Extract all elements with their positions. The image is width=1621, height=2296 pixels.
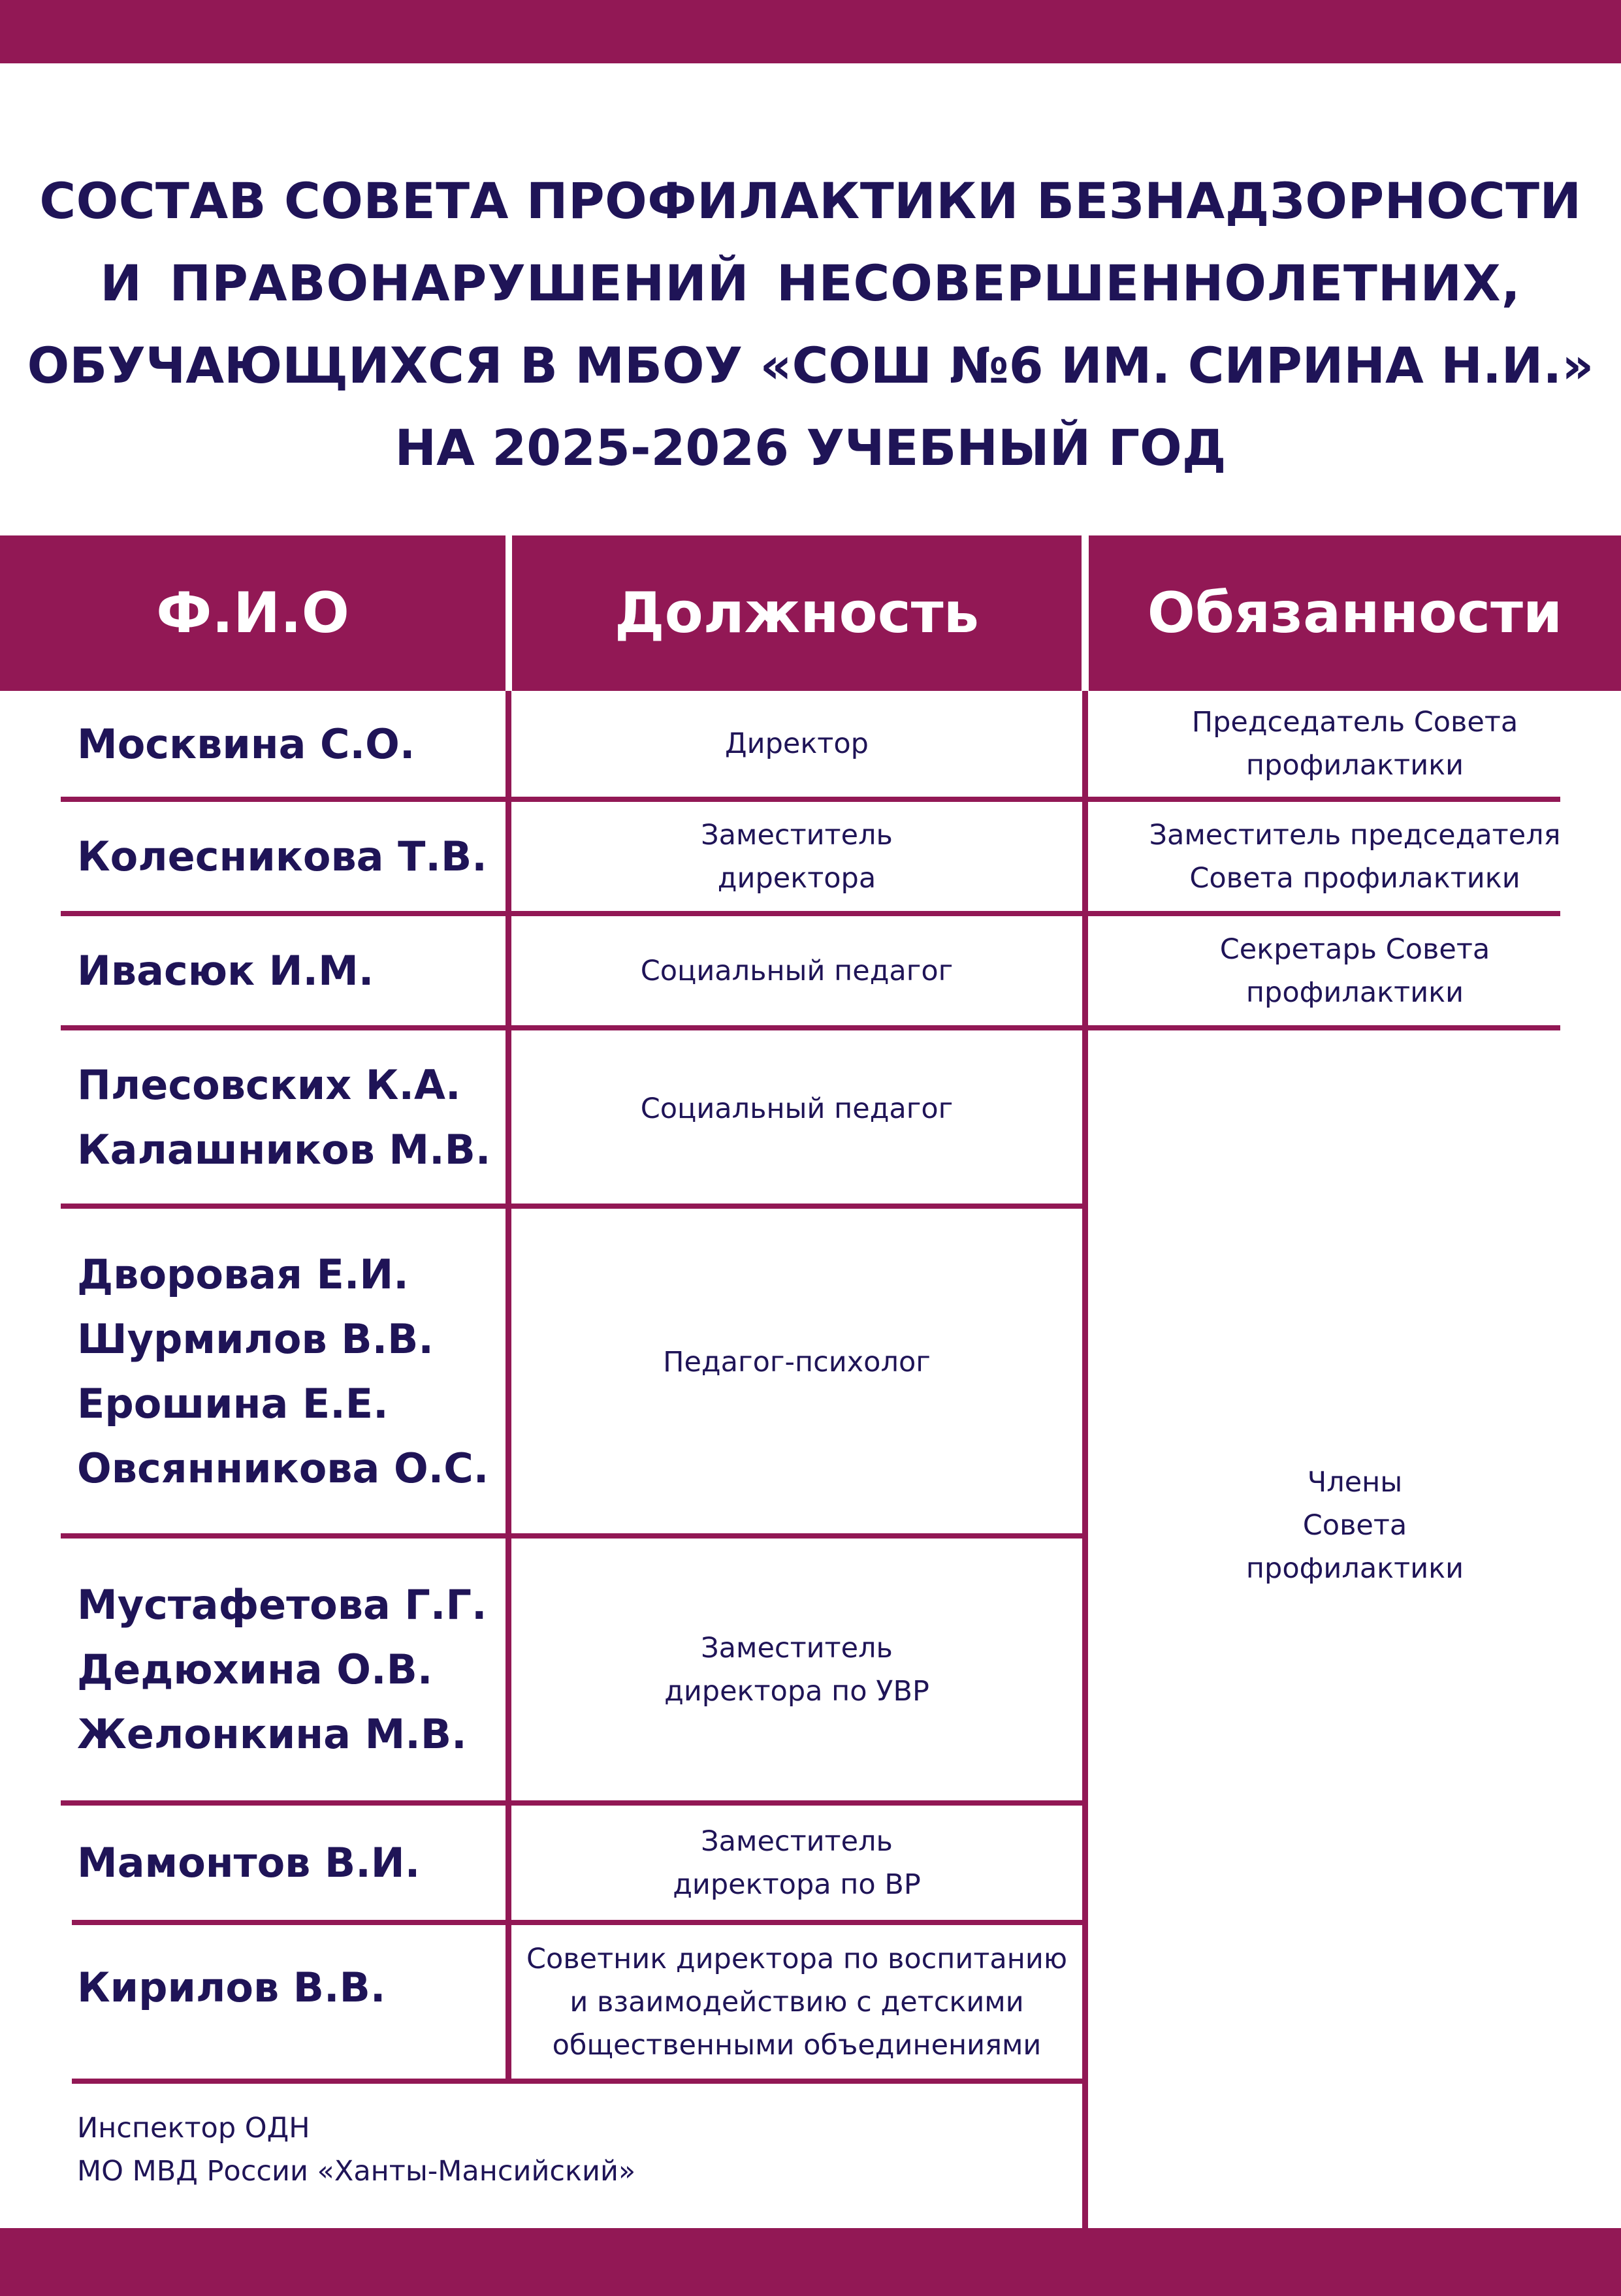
title-line-3: ОБУЧАЮЩИХСЯ В МБОУ «СОШ №6 ИМ. СИРИНА Н.И.» [27,336,1594,394]
table-row-position [512,916,1082,1025]
row-divider-2 [61,911,1560,916]
duty-line: Заместитель председателя [1149,818,1561,852]
member-name: Мустафетова Г.Г. [77,1581,487,1629]
row-divider-6 [61,1800,1082,1806]
member-name: Овсянникова О.С. [77,1444,489,1492]
row-divider-7 [72,1920,1082,1925]
table-row-name [77,691,502,797]
table-row-duty [1089,691,1621,797]
member-name: Колесникова Т.В. [77,833,487,880]
table-row-name [77,1209,502,1533]
table-row-position [512,1925,1082,2079]
table-row-position [512,1539,1082,1800]
duty-line: Совета профилактики [1189,861,1520,895]
position-line: Социальный педагог [640,954,954,987]
position-line: Советник директора по воспитанию [526,1942,1068,1975]
duty-line: Председатель Совета [1191,706,1518,739]
column-divider-1 [506,691,511,2083]
position-line: Заместитель [701,1825,893,1858]
table-row-name [77,1539,502,1800]
duty-line: Члены [1307,1466,1403,1499]
duty-line: профилактики [1245,976,1464,1009]
table-row-name [77,1030,502,1204]
table-row-name [77,802,502,911]
table-row-position [512,1209,1082,1516]
position-line: Директор [725,727,869,760]
inspector-note [77,2107,635,2193]
table-row-position [512,1806,1082,1920]
position-line: Педагог-психолог [663,1346,931,1379]
position-line: директора [717,861,876,895]
row-divider-4 [61,1204,1082,1209]
member-name: Ивасюк И.М. [77,947,374,995]
table-row-position [512,802,1082,911]
member-name: Желонкина М.В. [77,1710,467,1758]
title-line-1: СОСТАВ СОВЕТА ПРОФИЛАКТИКИ БЕЗНАДЗОРНОСТИ [39,172,1582,230]
header-duties: Обязанности [1089,535,1621,691]
member-name: Калашников М.В. [77,1125,491,1173]
member-name: Шурмилов В.В. [77,1315,434,1363]
position-line: директора по УВР [664,1674,929,1708]
member-name: Ерошина Е.Е. [77,1379,389,1427]
duty-line: Совета [1302,1509,1407,1542]
position-line: директора по ВР [673,1868,921,1901]
member-name: Дворовая Е.И. [77,1250,409,1298]
table-row-name [77,1925,502,2049]
bottom-band [0,2228,1621,2296]
position-line: и взаимодействию с детскими [570,1985,1024,2018]
title-line-4: НА 2025-2026 УЧЕБНЫЙ ГОД [394,419,1227,477]
inspector-line: МО МВД России «Ханты-Мансийский» [77,2155,636,2188]
member-name: Москвина С.О. [77,720,415,768]
row-divider-1 [61,797,1560,802]
inspector-line: Инспектор ОДН [77,2112,310,2145]
position-line: Заместитель [701,818,893,852]
position-line: Заместитель [701,1631,893,1665]
table-row-position [512,691,1082,797]
duty-line: профилактики [1245,1552,1464,1585]
top-band [0,0,1621,63]
member-name: Мамонтов В.И. [77,1839,421,1887]
member-name: Дедюхина О.В. [77,1646,433,1693]
row-divider-8 [72,2079,1082,2084]
title-line-2: И ПРАВОНАРУШЕНИЙ НЕСОВЕРШЕННОЛЕТНИХ, [100,254,1521,312]
table-row-name [77,1806,502,1920]
row-divider-3 [61,1025,1560,1030]
row-divider-5 [61,1533,1082,1539]
duty-line: Секретарь Совета [1219,933,1490,966]
column-divider-2 [1082,691,1088,2228]
position-line: общественными объединениями [552,2028,1042,2062]
table-row-position [512,1030,1082,1187]
header-name: Ф.И.О [0,535,506,691]
member-name: Кирилов В.В. [77,1963,386,2011]
table-row-name [77,916,502,1025]
members-duty [1089,1030,1621,2020]
table-row-duty [1089,916,1621,1025]
page-title [0,160,1621,489]
table-row-duty [1089,802,1621,911]
member-name: Плесовских К.А. [77,1060,461,1109]
header-position: Должность [512,535,1082,691]
position-line: Социальный педагог [640,1092,954,1125]
duty-line: профилактики [1245,749,1464,782]
